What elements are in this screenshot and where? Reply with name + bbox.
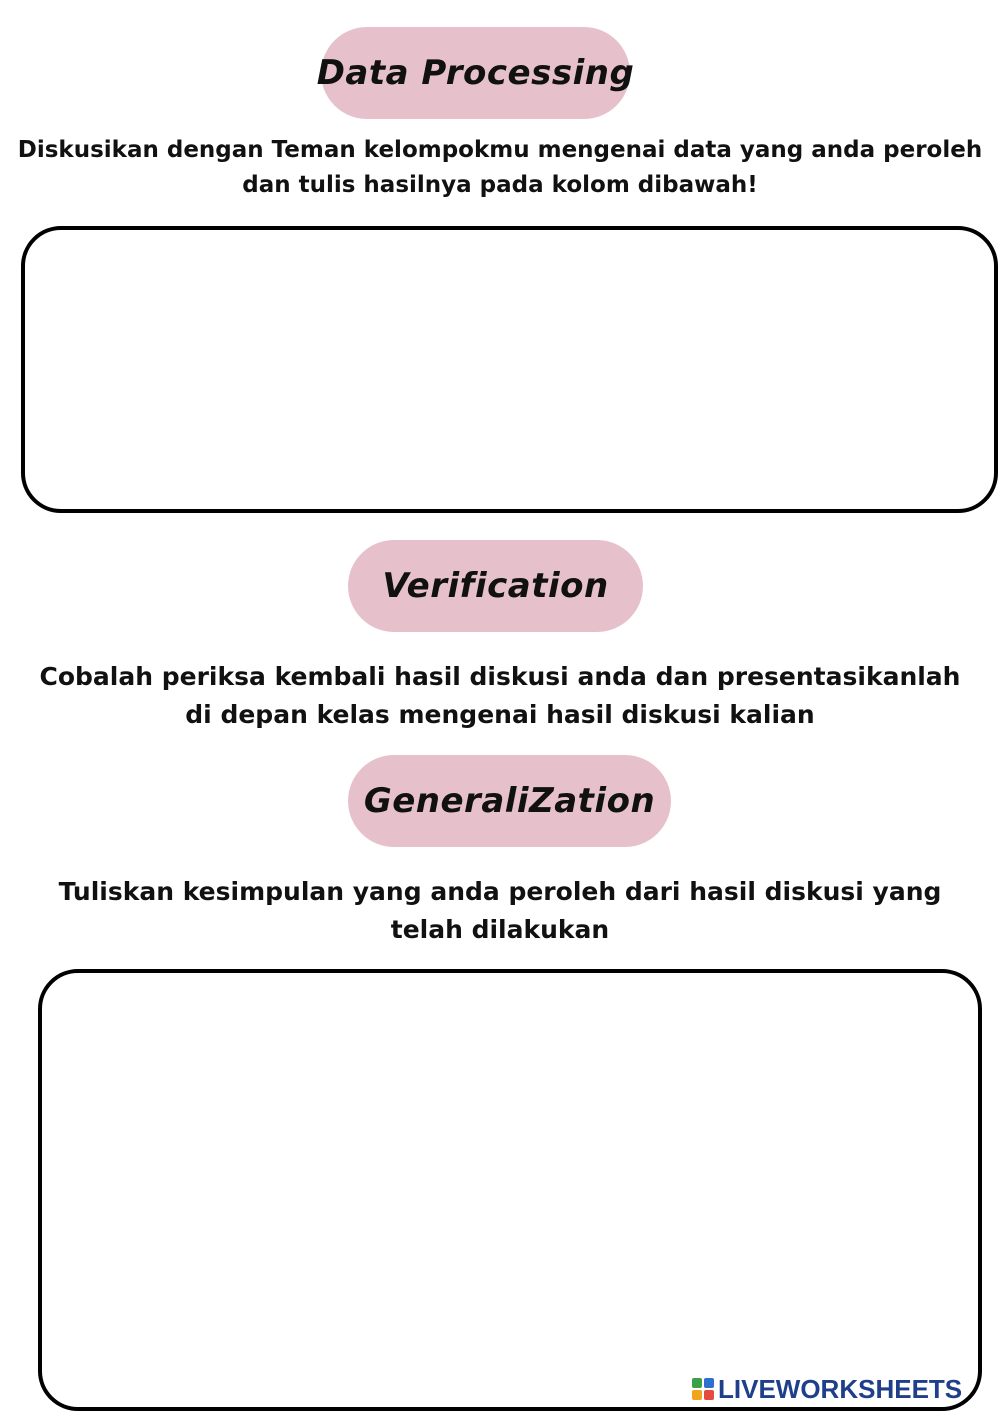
data-processing-instruction: Diskusikan dengan Teman kelompokmu mengenai data yang anda peroleh dan tulis hasilnya pada kolom dibawah! <box>17 137 983 198</box>
watermark-text: LIVEWORKSHEETS <box>718 1373 963 1404</box>
section-title-verification: Verification <box>348 540 643 632</box>
data-processing-answer-box[interactable] <box>21 226 998 513</box>
liveworksheets-logo-icon <box>692 1378 714 1400</box>
verification-instruction: Cobalah periksa kembali hasil diskusi anda dan presentasikanlah di depan kelas mengenai hasil diskusi kalian <box>39 662 961 729</box>
liveworksheets-watermark <box>692 1374 962 1404</box>
section-title-data-processing: Data Processing <box>321 27 630 119</box>
generalization-instruction: Tuliskan kesimpulan yang anda peroleh dari hasil diskusi yang telah dilakukan <box>58 877 942 944</box>
section-title-generalization: GeneraliZation <box>348 755 671 847</box>
logo-square <box>704 1390 714 1400</box>
logo-square <box>692 1378 702 1388</box>
generalization-answer-box[interactable] <box>38 969 982 1411</box>
logo-square <box>704 1378 714 1388</box>
logo-square <box>692 1390 702 1400</box>
